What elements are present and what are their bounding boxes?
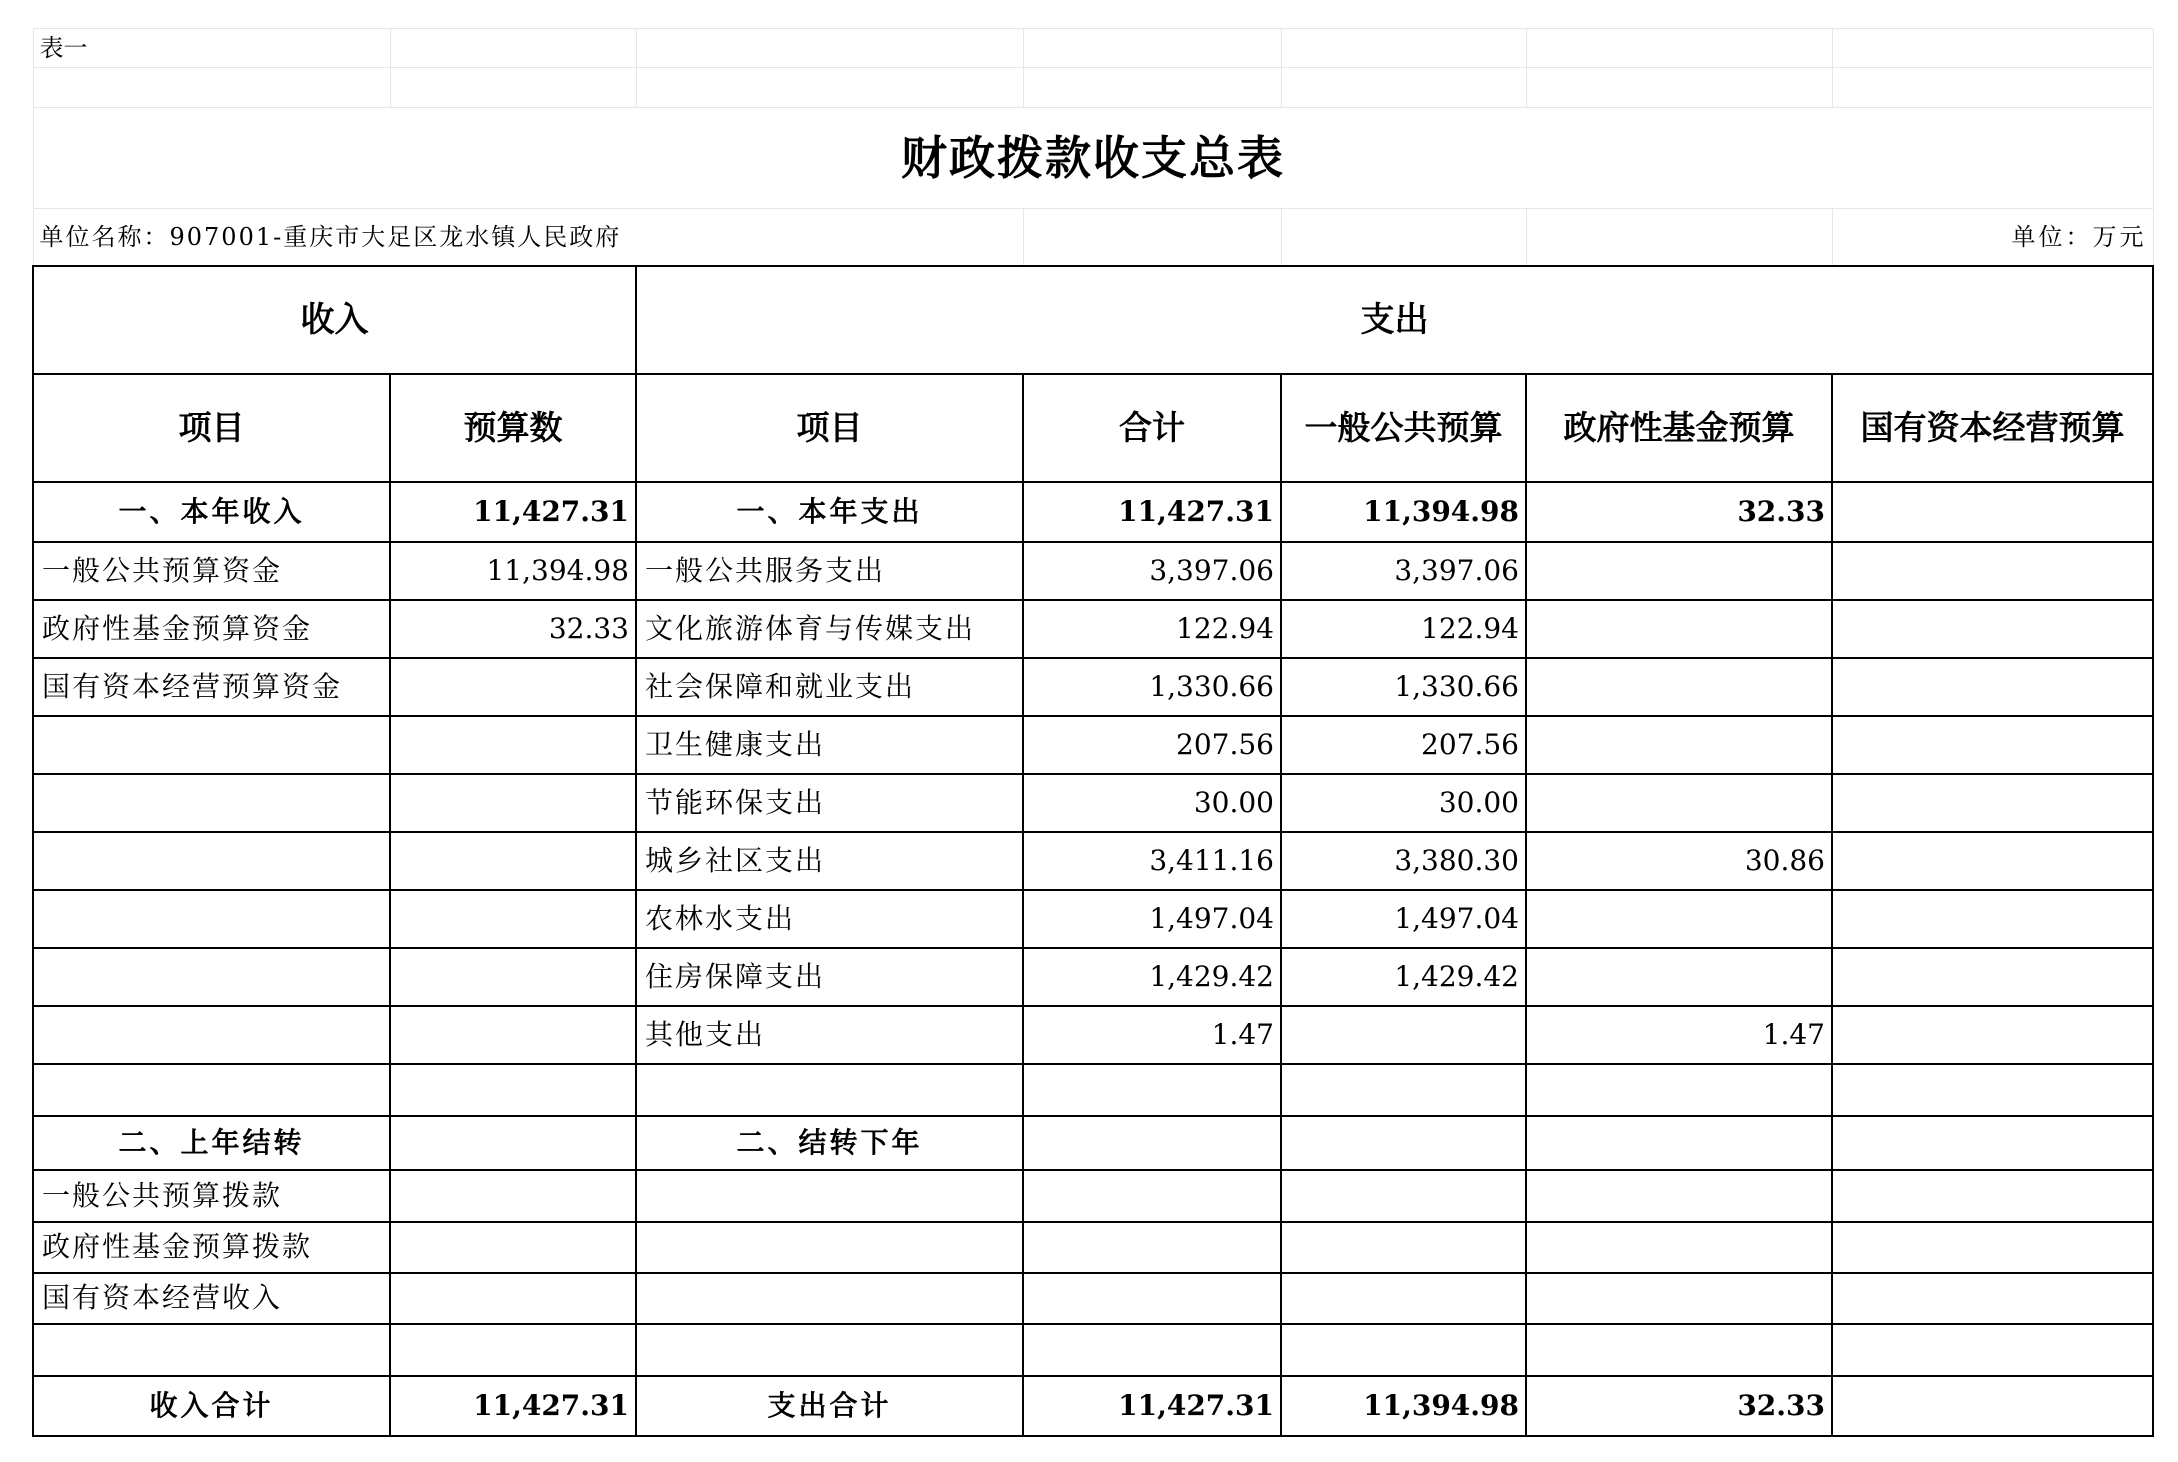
expense-total-general: 11,394.98: [1281, 1376, 1526, 1436]
expense-item-gov-fund: [1526, 890, 1832, 948]
income-header: 收入: [33, 266, 636, 374]
expense-item-total: 122.94: [1023, 600, 1281, 658]
current-expense-label: 一、本年支出: [636, 482, 1023, 542]
page-title: 财政拨款收支总表: [33, 108, 2153, 209]
current-expense-state-capital: [1832, 482, 2153, 542]
unit-label: 单位：万元: [1832, 209, 2153, 266]
expense-item-state-capital: [1832, 716, 2153, 774]
expense-item-total: 1,497.04: [1023, 890, 1281, 948]
general-budget-header: 一般公共预算: [1281, 374, 1526, 482]
expense-item-general: 1,497.04: [1281, 890, 1526, 948]
total-header: 合计: [1023, 374, 1281, 482]
table-row: [33, 1006, 2153, 1064]
expense-item-label: 其他支出: [636, 1006, 1023, 1064]
table-row: [33, 716, 2153, 774]
table-row: [33, 774, 2153, 832]
gov-fund-header: 政府性基金预算: [1526, 374, 1832, 482]
expense-total: 11,427.31: [1023, 1376, 1281, 1436]
budget-sheet: [32, 28, 2152, 1437]
current-income-label: 一、本年收入: [33, 482, 390, 542]
expense-item-state-capital: [1832, 948, 2153, 1006]
unit-name: 单位名称：907001-重庆市大足区龙水镇人民政府: [33, 209, 1023, 266]
expense-total-state-capital: [1832, 1376, 2153, 1436]
expense-item-state-capital: [1832, 774, 2153, 832]
current-expense-gov-fund: 32.33: [1526, 482, 1832, 542]
expense-item-total: 30.00: [1023, 774, 1281, 832]
expense-item-gov-fund: [1526, 542, 1832, 600]
expense-item-general: 1,330.66: [1281, 658, 1526, 716]
blank-row: [33, 1064, 2153, 1116]
expense-item-total: 1.47: [1023, 1006, 1281, 1064]
expense-item-general: 3,397.06: [1281, 542, 1526, 600]
expense-item-header: 项目: [636, 374, 1023, 482]
income-total-value: 11,427.31: [390, 1376, 636, 1436]
carryover-item-label: 国有资本经营收入: [33, 1273, 390, 1324]
expense-item-total: 1,429.42: [1023, 948, 1281, 1006]
expense-item-label: 城乡社区支出: [636, 832, 1023, 890]
expense-item-gov-fund: [1526, 600, 1832, 658]
income-item-label: 国有资本经营预算资金: [33, 658, 390, 716]
income-item-header: 项目: [33, 374, 390, 482]
expense-item-state-capital: [1832, 1006, 2153, 1064]
blank-row: [33, 1324, 2153, 1376]
income-item-value: 32.33: [390, 600, 636, 658]
expense-item-gov-fund: 30.86: [1526, 832, 1832, 890]
current-income-value: 11,427.31: [390, 482, 636, 542]
expense-header: 支出: [636, 266, 2153, 374]
expense-item-state-capital: [1832, 600, 2153, 658]
expense-item-gov-fund: 1.47: [1526, 1006, 1832, 1064]
expense-item-general: [1281, 1006, 1526, 1064]
expense-item-total: 1,330.66: [1023, 658, 1281, 716]
expense-item-label: 节能环保支出: [636, 774, 1023, 832]
expense-item-general: 1,429.42: [1281, 948, 1526, 1006]
income-item-value: 11,394.98: [390, 542, 636, 600]
income-item-label: 一般公共预算资金: [33, 542, 390, 600]
expense-item-label: 一般公共服务支出: [636, 542, 1023, 600]
sheet-tag: 表一: [33, 29, 390, 68]
expense-item-state-capital: [1832, 542, 2153, 600]
budget-header: 预算数: [390, 374, 636, 482]
table-row: [33, 948, 2153, 1006]
expense-total-label: 支出合计: [636, 1376, 1023, 1436]
income-item-value: [390, 658, 636, 716]
next-carryover-label: 二、结转下年: [636, 1116, 1023, 1170]
current-expense-general: 11,394.98: [1281, 482, 1526, 542]
expense-item-total: 3,411.16: [1023, 832, 1281, 890]
state-capital-header: 国有资本经营预算: [1832, 374, 2153, 482]
income-item-label: 政府性基金预算资金: [33, 600, 390, 658]
expense-item-state-capital: [1832, 890, 2153, 948]
expense-item-label: 农林水支出: [636, 890, 1023, 948]
expense-item-general: 122.94: [1281, 600, 1526, 658]
expense-item-gov-fund: [1526, 948, 1832, 1006]
table-row: [33, 600, 2153, 658]
fiscal-appropriation-table: [32, 28, 2154, 1437]
table-row: [33, 832, 2153, 890]
carryover-item-label: 政府性基金预算拨款: [33, 1222, 390, 1273]
table-row: [33, 1273, 2153, 1324]
expense-item-state-capital: [1832, 832, 2153, 890]
expense-item-state-capital: [1832, 658, 2153, 716]
expense-item-general: 207.56: [1281, 716, 1526, 774]
table-row: [33, 890, 2153, 948]
expense-item-gov-fund: [1526, 774, 1832, 832]
expense-item-total: 3,397.06: [1023, 542, 1281, 600]
expense-item-general: 3,380.30: [1281, 832, 1526, 890]
table-row: [33, 1222, 2153, 1273]
expense-item-gov-fund: [1526, 716, 1832, 774]
current-expense-total: 11,427.31: [1023, 482, 1281, 542]
table-row: [33, 542, 2153, 600]
expense-total-gov-fund: 32.33: [1526, 1376, 1832, 1436]
expense-item-general: 30.00: [1281, 774, 1526, 832]
expense-item-label: 卫生健康支出: [636, 716, 1023, 774]
table-row: [33, 658, 2153, 716]
carryover-item-label: 一般公共预算拨款: [33, 1170, 390, 1222]
table-row: [33, 1170, 2153, 1222]
income-total-label: 收入合计: [33, 1376, 390, 1436]
expense-item-label: 社会保障和就业支出: [636, 658, 1023, 716]
expense-item-total: 207.56: [1023, 716, 1281, 774]
expense-item-label: 文化旅游体育与传媒支出: [636, 600, 1023, 658]
expense-item-label: 住房保障支出: [636, 948, 1023, 1006]
prior-carryover-label: 二、上年结转: [33, 1116, 390, 1170]
expense-item-gov-fund: [1526, 658, 1832, 716]
